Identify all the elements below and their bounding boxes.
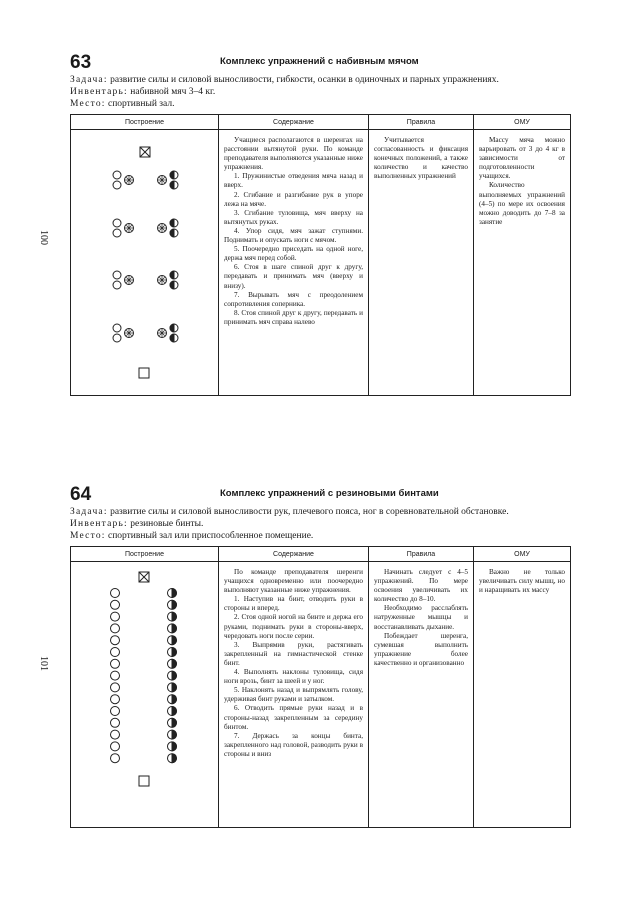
student-right-fill [172,671,177,680]
student-right-fill [172,589,177,598]
student-left [111,648,120,657]
student-left [111,624,120,633]
place-line: Место: спортивный зал или приспособленное помещение. [70,531,314,541]
student-left [111,589,120,598]
inventory-line: Инвентарь: резиновые бинты. [70,519,204,529]
formation-diagram-svg [71,130,219,392]
inventory-line: Инвентарь: набивной мяч 3–4 кг. [70,87,216,97]
omu-cell: Важно не только увеличивать силу мышц, но и наращивать их массу [474,562,571,828]
content-cell: Учащиеся располагаются в шеренгах на расстоянии вытянутой руки. По команде преподавателя выполняются указанные ниже упражнения. 1. Пружинистые отведения мяча назад и вверх. 2. Сгибание и разгибание рук в упоре лежа на мяче. 3. Сгибание туловища, мяч вверху на вытянутых руках. 4. Упор сидя, мяч зажат ступнями. Поднимать и опускать ноги с мячом. 5. Поочередно приседать на одной ноге, держа мяч перед собой. 6. Стоя в шаге спиной друг к другу, передавать и принимать мяч (вверху и внизу). 7. Вырывать мяч с преодолением сопротивления соперника. 8. Стоя спиной друг к другу, передавать и принимать мяч справа налево [219,130,369,396]
page-number-101: 101 [38,656,49,671]
pair-row-2 [113,219,178,237]
col-header-formation: Построение [71,115,219,130]
section-64 [70,484,570,828]
col-header-formation: Построение [71,547,219,562]
student-right-fill [172,754,177,763]
teacher-icon [140,147,150,157]
student-right-fill [172,718,177,727]
student-left [111,612,120,621]
student-right-fill [172,624,177,633]
student-right-fill [172,683,176,692]
section-title: Комплекс упражнений с резиновыми бинтами [220,488,439,499]
col-header-rules: Правила [369,115,474,130]
task-line: Задача: развитие силы и силовой выносливости рук, плечевого пояса, ног в соревновательной обстановке. [70,507,509,517]
col-header-omu: ОМУ [474,547,571,562]
student-left [111,636,120,645]
student-right-fill [172,742,177,751]
section-title: Комплекс упражнений с набивным мячом [220,56,419,67]
place-line: Место: спортивный зал. [70,99,175,109]
student-left [111,707,120,716]
student-left [111,683,120,692]
student-left [111,671,120,680]
omu-cell: Массу мяча можно варьировать от 3 до 4 кг в зависимости от подготовленности учащихся. Количество выполняемых упражнений (4–5) по мере их освоения можно доводить до 7–8 за занятие [474,130,571,396]
teacher-icon [139,572,149,582]
student-right-fill [172,612,177,621]
task-line: Задача: развитие силы и силовой выносливости, гибкости, осанки в одиночных и парных упражнениях. [70,75,499,85]
student-right-fill [172,648,177,657]
rules-cell: Начинать следует с 4–5 упражнений. По мере освоения увеличивать их количество до 8–10. Необходимо расслаблять натруженные мышцы и восстанавливать дыхание. Побеждает шеренга, сумевшая выполнить упражнение более качественно и организованно [369,562,474,828]
student-left [111,742,120,751]
student-right-fill [172,600,177,609]
student-left [111,718,120,727]
student-left [111,730,120,739]
student-right-fill [172,730,177,739]
col-header-content: Содержание [219,547,369,562]
section-63 [70,52,570,396]
marker-square-icon [139,776,149,786]
page-number-100: 100 [38,230,49,245]
section-number: 64 [70,484,92,505]
rules-cell: Учитывается согласованность и фиксация конечных положений, а также количество и качество выполненных упражнений [369,130,474,396]
marker-square-icon [139,368,149,378]
formation-diagram [71,130,219,396]
col-header-omu: ОМУ [474,115,571,130]
section-number: 63 [70,52,92,73]
col-header-content: Содержание [219,115,369,130]
exercise-table [70,114,571,396]
student-left [111,754,120,763]
content-cell: По команде преподавателя шеренги учащихся одновременно или поочередно выполняют указанные ниже упражнения. 1. Наступив на бинт, отводить руки в стороны и вперед. 2. Стоя одной ногой на бинте и держа его руками, поднимать руки в стороны-вверх, чередовать ноги после серии. 3. Выпрямив руки, растягивать закрепленный на гимнастической стенке бинт. 4. Выполнять наклоны туловища, сидя ноги врозь, бинт за шеей и у ног. 5. Наклонять назад и выпрямлять голову, удерживая бинт руками и затылком. 6. Отводить прямые руки назад и в стороны-назад закрепленным за середину бинтом. 7. Держась за концы бинта, закрепленного над головой, разводить руки в стороны и вниз [219,562,369,828]
formation-diagram [71,562,219,828]
student-right-fill [172,636,177,645]
exercise-table [70,546,571,828]
student-right-fill [172,659,177,668]
student-left [111,695,120,704]
student-left [111,659,120,668]
pair-row-4 [113,324,178,342]
student-right-fill [172,695,177,704]
col-header-rules: Правила [369,547,474,562]
formation-diagram-svg [71,562,219,824]
pair-row-1 [113,171,178,189]
pair-row-3 [113,271,178,289]
student-right-fill [172,707,177,716]
student-left [111,600,120,609]
